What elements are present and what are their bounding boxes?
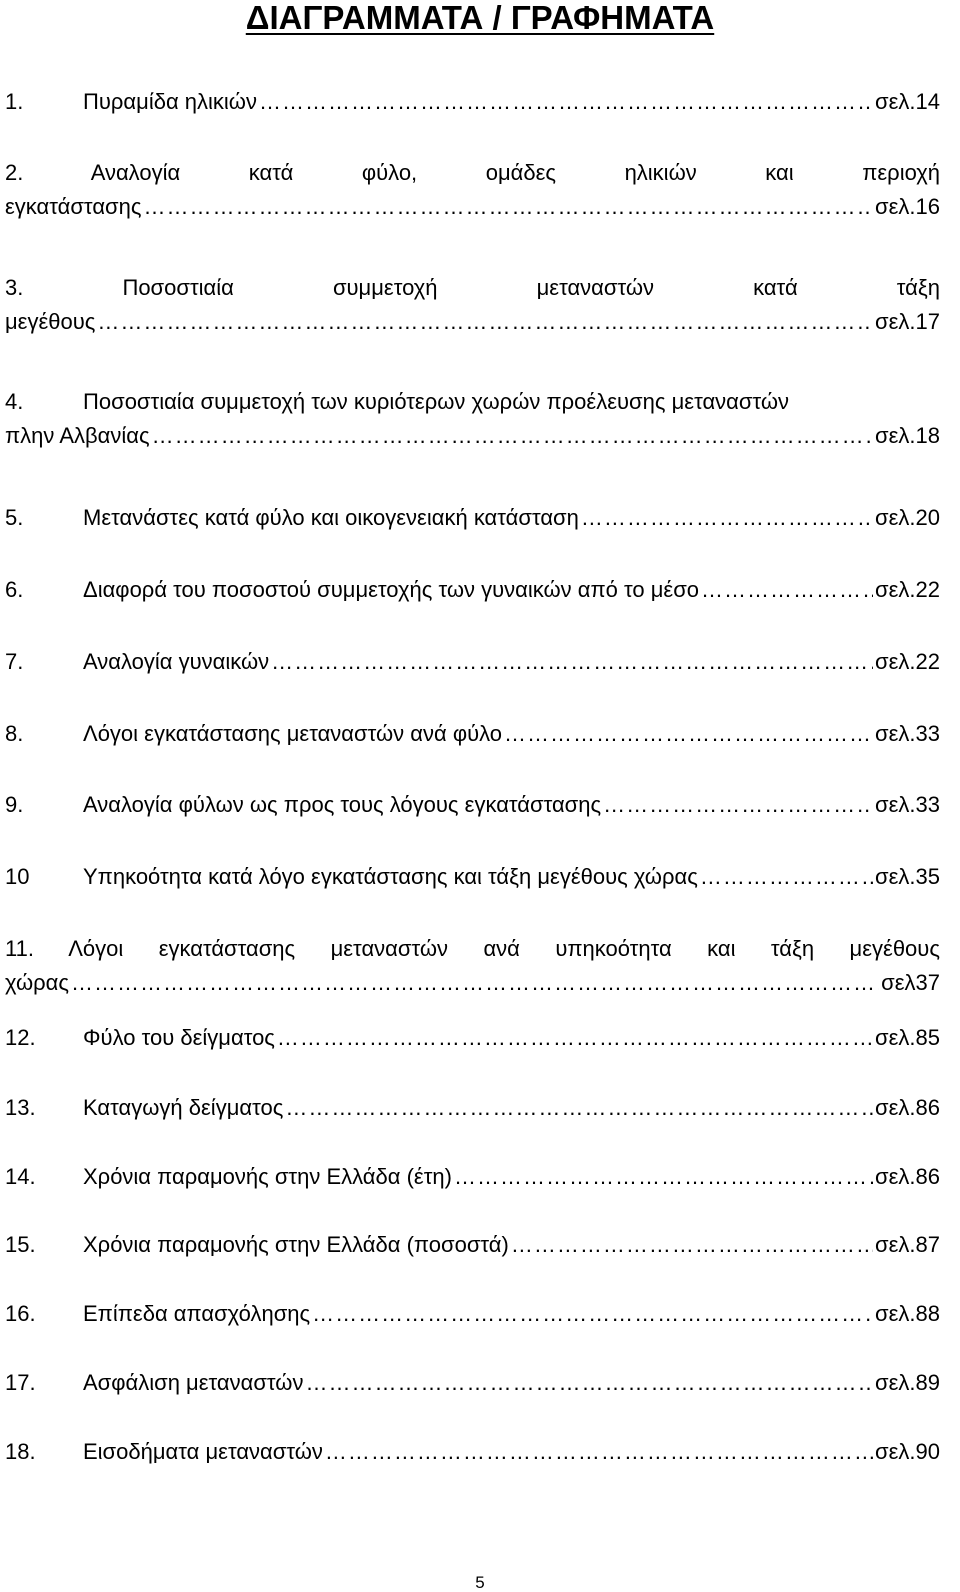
entry-word: περιοχή [862, 160, 941, 185]
entry-word: ομάδες [485, 160, 557, 185]
entry-word: Αναλογία [90, 160, 181, 185]
entry-number: 14. [5, 1164, 36, 1189]
entry-page: σελ.35 [875, 864, 940, 889]
entry-page: σελ.86 [875, 1095, 940, 1120]
toc-entry-9[interactable] [5, 788, 940, 822]
entry-label: Λόγοι εγκατάστασης μεταναστών ανά φύλο [83, 721, 503, 746]
entry-number: 18. [5, 1439, 36, 1464]
entry-word: φύλο, [361, 160, 418, 185]
entry-label: Υπηκοότητα κατά λόγο εγκατάστασης και τάξη μεγέθους χώρας [83, 864, 698, 889]
entry-page: σελ.88 [875, 1301, 940, 1326]
dot-leader [312, 1297, 873, 1331]
entry-label: Καταγωγή δείγματος [83, 1095, 284, 1120]
entry-label-line1 [5, 271, 940, 305]
dot-leader [603, 788, 873, 822]
entry-word: και [707, 936, 736, 961]
entry-number: 9. [5, 792, 24, 817]
entry-number: 10 [5, 864, 30, 889]
entry-label: Επίπεδα απασχόλησης [83, 1301, 311, 1326]
entry-label: Διαφορά του ποσοστού συμμετοχής των γυναικών από το μέσο [83, 577, 700, 602]
dot-leader [143, 190, 873, 224]
entry-label: Πυραμίδα ηλικιών [83, 89, 257, 114]
entry-word: ανά [483, 936, 520, 961]
entry-page: σελ.22 [875, 577, 940, 602]
toc-entry-4[interactable] [5, 385, 940, 453]
dot-leader [700, 860, 873, 894]
dot-leader [152, 419, 873, 453]
entry-number: 1. [5, 89, 24, 114]
entry-number: 2. [5, 160, 24, 185]
entry-number: 6. [5, 577, 24, 602]
entry-word: μεταναστών [330, 936, 449, 961]
page-title: ΔΙΑΓΡΑΜΜΑΤΑ / ΓΡΑΦΗΜΑΤΑ [245, 0, 715, 36]
dot-leader [454, 1160, 873, 1194]
entry-label-line2: μεγέθους [5, 309, 96, 334]
entry-page: σελ.86 [875, 1164, 940, 1189]
entry-page: σελ.33 [875, 721, 940, 746]
entry-label-line1 [5, 932, 940, 966]
entry-number: 5. [5, 505, 24, 530]
toc-entry-16[interactable] [5, 1297, 940, 1331]
entry-number: 11. [5, 936, 34, 961]
entry-page: σελ.14 [875, 89, 940, 114]
entry-number: 7. [5, 649, 24, 674]
toc-entry-11[interactable] [5, 932, 940, 1000]
entry-label-line2: εγκατάστασης [5, 194, 142, 219]
dot-leader [581, 501, 873, 535]
entry-word: Λόγοι [68, 936, 124, 961]
entry-page: σελ.87 [875, 1232, 940, 1257]
dot-leader [701, 573, 873, 607]
entry-label: Εισοδήματα μεταναστών [83, 1439, 323, 1464]
entry-page: σελ.33 [875, 792, 940, 817]
entry-page: σελ.22 [875, 649, 940, 674]
entry-number: 16. [5, 1301, 36, 1326]
entry-number: 13. [5, 1095, 36, 1120]
entry-word: κατά [248, 160, 294, 185]
dot-leader [271, 645, 873, 679]
dot-leader [71, 966, 879, 1000]
entry-page: σελ.20 [875, 505, 940, 530]
entry-page: σελ.85 [875, 1025, 940, 1050]
toc-entry-3[interactable] [5, 271, 940, 339]
entry-number: 12. [5, 1025, 36, 1050]
entry-label: Μετανάστες κατά φύλο και οικογενειακή κατάσταση [83, 505, 579, 530]
entry-label: Αναλογία γυναικών [83, 649, 270, 674]
entry-label-line2: χώρας [5, 970, 69, 995]
entry-page: σελ.16 [875, 194, 940, 219]
dot-leader [511, 1228, 873, 1262]
entry-word: υπηκοότητα [555, 936, 672, 961]
entry-word: συμμετοχή [332, 275, 438, 300]
entry-word: Ποσοστιαία [122, 275, 234, 300]
page-number: 5 [475, 1573, 485, 1592]
toc-entry-13[interactable] [5, 1091, 940, 1125]
entry-word: ηλικιών [624, 160, 697, 185]
entry-label: Χρόνια παραμονής στην Ελλάδα (έτη) [83, 1164, 452, 1189]
entry-page: σελ.18 [875, 423, 940, 448]
entry-label: Χρόνια παραμονής στην Ελλάδα (ποσοστά) [83, 1232, 509, 1257]
dot-leader [97, 305, 873, 339]
toc-entry-15[interactable] [5, 1228, 940, 1262]
dot-leader [504, 717, 873, 751]
toc-entry-10[interactable] [5, 860, 940, 894]
dot-leader [259, 85, 873, 119]
dot-leader [285, 1091, 873, 1125]
entry-page: σελ.17 [875, 309, 940, 334]
toc-entry-18[interactable] [5, 1435, 940, 1469]
toc-entry-8[interactable] [5, 717, 940, 751]
dot-leader [325, 1435, 873, 1469]
entry-word: τάξη [770, 936, 815, 961]
entry-word: κατά [753, 275, 798, 300]
toc-entry-6[interactable] [5, 573, 940, 607]
entry-number: 15. [5, 1232, 36, 1257]
entry-number: 17. [5, 1370, 36, 1395]
toc-entry-17[interactable] [5, 1366, 940, 1400]
entry-number: 3. [5, 275, 24, 300]
entry-number: 8. [5, 721, 24, 746]
toc-entry-1[interactable] [5, 85, 940, 119]
toc-entry-7[interactable] [5, 645, 940, 679]
entry-label: Φύλο του δείγματος [83, 1025, 275, 1050]
entry-label: Αναλογία φύλων ως προς τους λόγους εγκατάστασης [83, 792, 602, 817]
entry-word: τάξη [896, 275, 940, 300]
entry-label: Ασφάλιση μεταναστών [83, 1370, 304, 1395]
dot-leader [277, 1021, 873, 1055]
entry-word: και [765, 160, 794, 185]
entry-number: 4. [5, 389, 24, 414]
entry-word: μεγέθους [849, 936, 940, 961]
toc-entry-2[interactable] [5, 156, 940, 224]
entry-page: σελ.89 [875, 1370, 940, 1395]
entry-page: σελ.90 [875, 1439, 940, 1464]
toc-entry-12[interactable] [5, 1021, 940, 1055]
toc-entry-14[interactable] [5, 1160, 940, 1194]
entry-label-line1: Ποσοστιαία συμμετοχή των κυριότερων χωρών προέλευσης μεταναστών [83, 389, 790, 414]
entry-label-line1 [5, 156, 940, 190]
dot-leader [305, 1366, 873, 1400]
entry-label-line2: πλην Αλβανίας [5, 423, 150, 448]
entry-word: εγκατάστασης [158, 936, 296, 961]
entry-word: μεταναστών [536, 275, 655, 300]
toc-entry-5[interactable] [5, 501, 940, 535]
entry-page: σελ37 [881, 970, 940, 995]
